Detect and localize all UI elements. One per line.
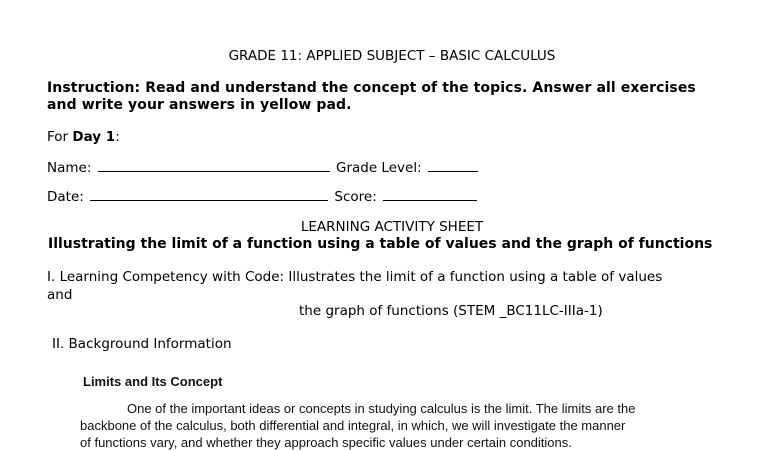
instruction-line-2: and write your answers in yellow pad. [47,97,352,113]
score-label: Score: [334,189,377,205]
date-field[interactable] [90,188,328,201]
name-label: Name: [47,160,92,176]
score-field[interactable] [383,188,477,201]
day-label [47,129,120,145]
competency-line-1: I. Learning Competency with Code: Illustrates the limit of a function using a table of values [47,269,663,285]
excerpt-image [70,366,784,450]
date-row [47,188,477,205]
page-title: GRADE 11: APPLIED SUBJECT – BASIC CALCULUS [228,48,556,64]
day-suffix: : [115,129,120,145]
name-field[interactable] [98,159,330,172]
activity-heading: LEARNING ACTIVITY SHEET [300,219,484,235]
excerpt-line-1: One of the important ideas or concepts in studying calculus is the limit. The limits are the [127,401,636,416]
day-value: Day 1 [72,129,116,145]
competency-line-3: the graph of functions (STEM _BC11LC-IIIa-1) [299,303,603,319]
grade-level-label: Grade Level: [335,160,422,176]
excerpt-line-3: of functions vary, and whether they approach specific values under certain conditions. [80,435,572,450]
date-label: Date: [47,189,84,205]
background-heading: II. Background Information [52,336,232,352]
grade-level-field[interactable] [428,159,478,172]
day-prefix: For [47,129,73,145]
excerpt-title: Limits and Its Concept [83,374,223,389]
activity-subheading: Illustrating the limit of a function using a table of values and the graph of functions [48,236,713,252]
instruction-text [47,80,696,113]
excerpt-line-2: backbone of the calculus, both differential and integral, in which, we will investigate the manner [80,418,626,433]
competency-line-2: and [47,287,73,303]
name-row [47,159,478,176]
instruction-line-1: Instruction: Read and understand the concept of the topics. Answer all exercises [47,80,696,96]
